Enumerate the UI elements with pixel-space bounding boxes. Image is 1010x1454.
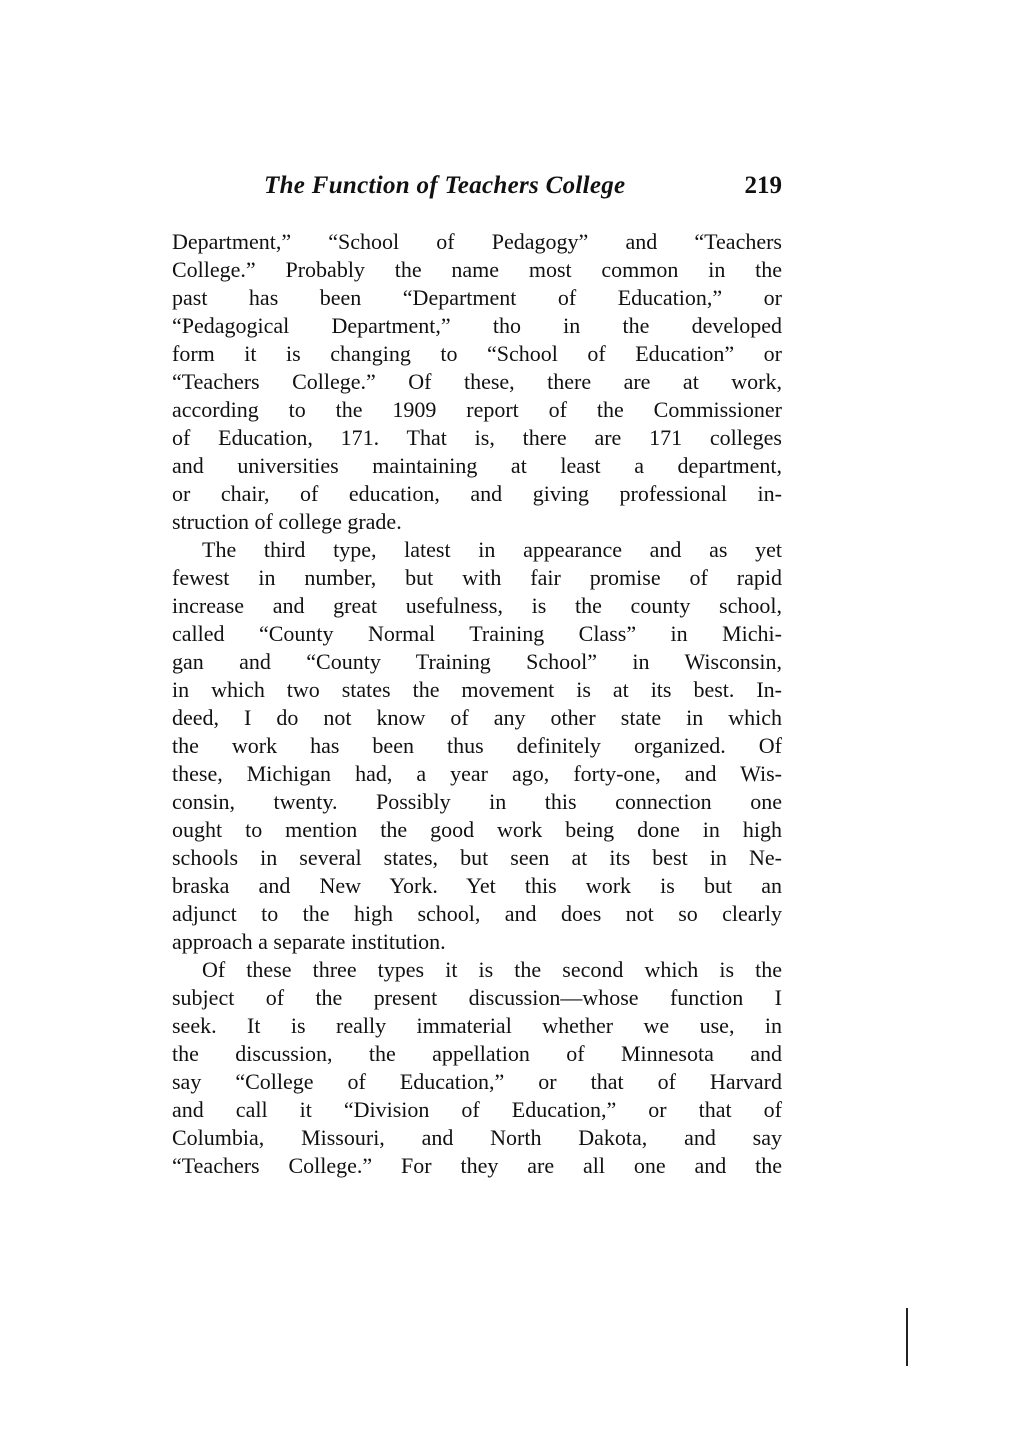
text-line: and universities maintaining at least a department,	[172, 453, 782, 478]
text-line: “Teachers College.” Of these, there are at work,	[172, 369, 782, 394]
text-line: the work has been thus definitely organized. Of	[172, 733, 782, 758]
text-line: gan and “County Training School” in Wisconsin,	[172, 649, 782, 674]
text-line: fewest in number, but with fair promise of rapid	[172, 565, 782, 590]
body-text	[172, 228, 782, 1180]
text-line: struction of college grade.	[172, 509, 402, 534]
text-line: Department,” “School of Pedagogy” and “Teachers	[172, 229, 782, 254]
text-line: or chair, of education, and giving professional in-	[172, 481, 782, 506]
text-line: subject of the present discussion—whose function I	[172, 985, 782, 1010]
text-line: braska and New York. Yet this work is but an	[172, 873, 782, 898]
text-line: Columbia, Missouri, and North Dakota, and say	[172, 1125, 782, 1150]
text-line: “Pedagogical Department,” tho in the developed	[172, 313, 782, 338]
running-title: The Function of Teachers College	[264, 172, 626, 199]
text-line: of Education, 171. That is, there are 171 colleges	[172, 425, 782, 450]
text-line: form it is changing to “School of Education” or	[172, 341, 782, 366]
text-line: according to the 1909 report of the Commissioner	[172, 397, 782, 422]
text-line: in which two states the movement is at its best. In-	[172, 677, 782, 702]
text-line: the discussion, the appellation of Minnesota and	[172, 1041, 782, 1066]
text-line: ought to mention the good work being done in high	[172, 817, 782, 842]
text-line: approach a separate institution.	[172, 929, 446, 954]
text-line: deed, I do not know of any other state in which	[172, 705, 782, 730]
text-line: these, Michigan had, a year ago, forty-one, and Wis-	[172, 761, 782, 786]
text-line: consin, twenty. Possibly in this connection one	[172, 789, 782, 814]
text-line: schools in several states, but seen at its best in Ne-	[172, 845, 782, 870]
text-line: say “College of Education,” or that of Harvard	[172, 1069, 782, 1094]
text-line: called “County Normal Training Class” in Michi-	[172, 621, 782, 646]
margin-rule	[906, 1308, 908, 1366]
paragraph-start-line: Of these three types it is the second which is the	[202, 957, 782, 982]
text-line: past has been “Department of Education,” or	[172, 285, 782, 310]
text-line: adjunct to the high school, and does not so clearly	[172, 901, 782, 926]
text-line: “Teachers College.” For they are all one and the	[172, 1153, 782, 1178]
running-head	[172, 168, 782, 204]
page-number: 219	[744, 172, 782, 199]
text-line: College.” Probably the name most common in the	[172, 257, 782, 282]
text-line: increase and great usefulness, is the county school,	[172, 593, 782, 618]
text-line: seek. It is really immaterial whether we use, in	[172, 1013, 782, 1038]
text-line: and call it “Division of Education,” or that of	[172, 1097, 782, 1122]
paragraph-start-line: The third type, latest in appearance and as yet	[202, 537, 782, 562]
